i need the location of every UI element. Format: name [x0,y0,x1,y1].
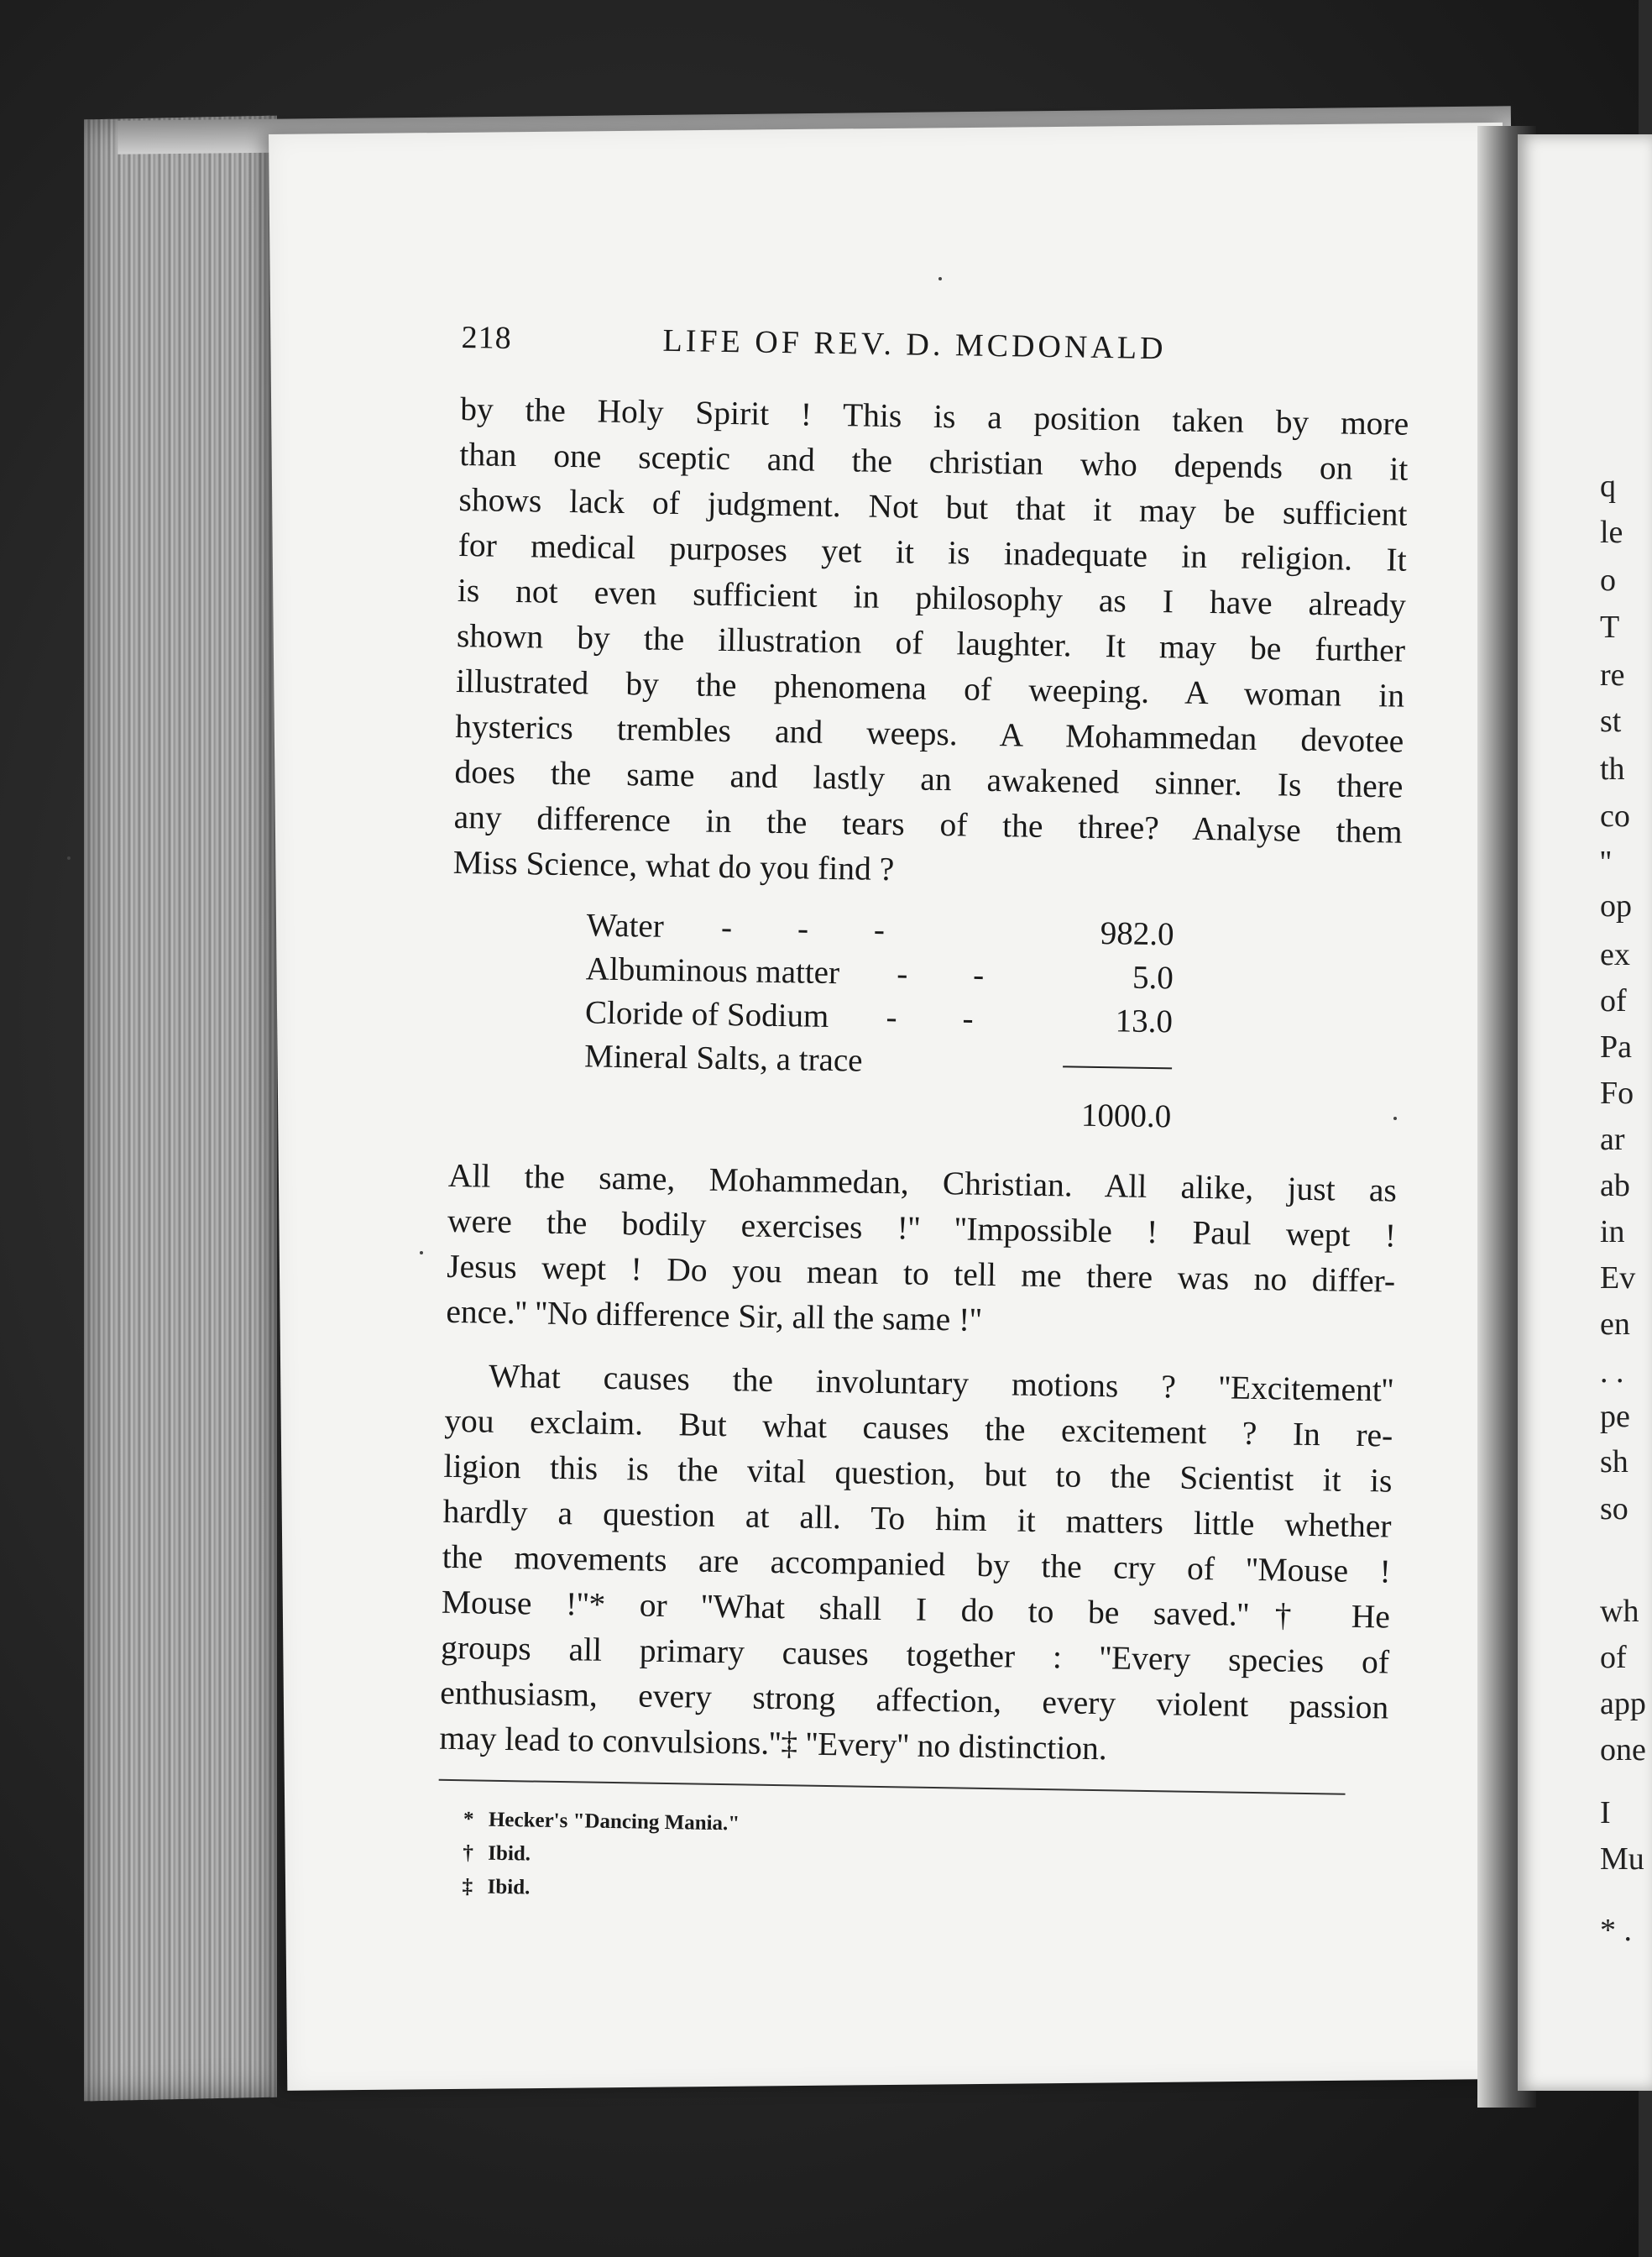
right-page-fragment: wh [1600,1594,1639,1629]
page-text-block [437,319,1410,1919]
page-number: 218 [461,319,512,356]
text-line: were the bodily exercises !'' ''Impossible ! Paul wept ! [447,1202,1397,1254]
dust-speck [67,856,71,860]
text-line: illustrated by the phenomena of weeping. A woman in [455,662,1405,715]
paragraph-1 [452,386,1409,900]
paragraph-2 [446,1153,1397,1349]
text-line: you exclaim. But what causes the excitement ? In re- [444,1401,1393,1454]
analysis-value [1054,1042,1173,1087]
dust-speck [938,277,942,280]
analysis-value: 5.0 [1132,959,1174,997]
right-page-fragment: of [1600,983,1627,1019]
right-page-fragment: th [1600,751,1625,787]
right-page-fragment: pe [1600,1399,1630,1434]
text-line: ence.'' ''No difference Sir, all the same !'' [446,1292,982,1338]
right-page-fragment: of [1600,1640,1627,1675]
right-page-fragment: '' [1600,845,1612,880]
footnote-text: Ibid. [487,1875,531,1899]
right-page-fragment: in [1600,1214,1625,1249]
footnote-mark: * [463,1808,474,1831]
right-page-fragment: T [1600,610,1620,645]
footnote-text: Ibid. [488,1841,531,1866]
text-line: for medical purposes yet it is inadequate in religion. It [457,526,1407,579]
footnotes [462,1803,1387,1918]
paragraph-3 [439,1353,1393,1776]
analysis-label: Mineral Salts, a trace [583,1038,863,1079]
analysis-value: 982.0 [1100,915,1174,953]
text-line: shows lack of judgment. Not but that it may be sufficient [458,480,1408,533]
right-page-fragment: o [1600,563,1616,598]
right-page-fragment: one [1600,1732,1646,1767]
right-page-fragment: * . [1600,1913,1632,1948]
right-page-fragment: sh [1600,1444,1628,1479]
page-header-title: LIFE OF REV. D. MCDONALD [662,322,1167,367]
analysis-label: Water - - - [586,907,886,949]
right-page-fragment: I [1600,1795,1611,1830]
right-page-fragment: op [1600,888,1632,924]
analysis-label: Albuminous matter - - [585,950,985,993]
right-page-fragment: . . [1600,1354,1624,1390]
right-page-fragment: Mu [1600,1841,1644,1877]
right-page-fragment: ar [1600,1122,1625,1157]
right-page-fragment: ab [1600,1168,1630,1203]
text-line: is not even sufficient in philosophy as I have already [457,571,1407,624]
dust-speck [420,1251,423,1254]
footnote-mark: ‡ [462,1875,473,1898]
footnote-mark: † [463,1841,474,1865]
text-line: enthusiasm, every strong affection, every violent passion [439,1673,1389,1726]
analysis-row [584,1034,1173,1087]
analysis-label: Cloride of Sodium - - [584,994,974,1037]
dust-speck [1393,1117,1397,1120]
text-line: may lead to convulsions.''‡ ''Every'' no distinction. [439,1719,1107,1767]
text-line: Miss Science, what do you find ? [452,843,895,888]
footnote-text: Hecker's "Dancing Mania." [488,1808,740,1835]
text-line: does the same and lastly an awakened sinner. Is there [454,752,1404,805]
right-page-fragment: co [1600,799,1630,834]
book-page-stack [84,116,277,2102]
right-page-fragment: Ev [1600,1260,1636,1296]
right-page-fragment: ex [1600,937,1630,972]
text-line: ligion this is the vital question, but to the Scientist it is [443,1447,1393,1500]
right-page-fragment: so [1600,1491,1628,1526]
right-page-fragment: re [1600,657,1625,693]
right-page-fragment: en [1600,1307,1630,1342]
text-line: than one sceptic and the christian who depends on it [459,435,1409,488]
analysis-value: 13.0 [1115,1003,1174,1040]
analysis-table [583,903,1174,1139]
right-page-fragment: st [1600,704,1622,739]
text-line: hysterics trembles and weeps. A Mohammedan devotee [455,707,1404,760]
text-line: shown by the illustration of laughter. It may be further [456,616,1406,669]
text-line: any difference in the tears of the three? Analyse them [453,798,1403,851]
right-page-fragment: le [1600,515,1623,550]
text-line: Mouse !''* or ''What shall I do to be saved.''† He [441,1583,1391,1636]
text-line: What causes the involuntary motions ? ''Excitement'' [488,1357,1394,1409]
analysis-total: 1000.0 [1080,1097,1172,1135]
right-page-fragment: Pa [1600,1029,1632,1065]
footnote-rule [439,1779,1346,1795]
right-page-fragment: q [1600,469,1616,504]
text-line: the movements are accompanied by the cry of ''Mouse ! [442,1537,1392,1590]
right-page-fragment: app [1600,1686,1646,1721]
text-line: Jesus wept ! Do you mean to tell me there was no differ- [446,1247,1396,1300]
text-line: groups all primary causes together : ''Every species of [440,1628,1390,1681]
text-line: hardly a question at all. To him it matters little whether [442,1492,1392,1545]
text-line: by the Holy Spirit ! This is a position taken by more [459,390,1409,442]
text-line: All the same, Mohammedan, Christian. All alike, just as [447,1156,1398,1209]
right-page-fragment: Fo [1600,1076,1634,1111]
